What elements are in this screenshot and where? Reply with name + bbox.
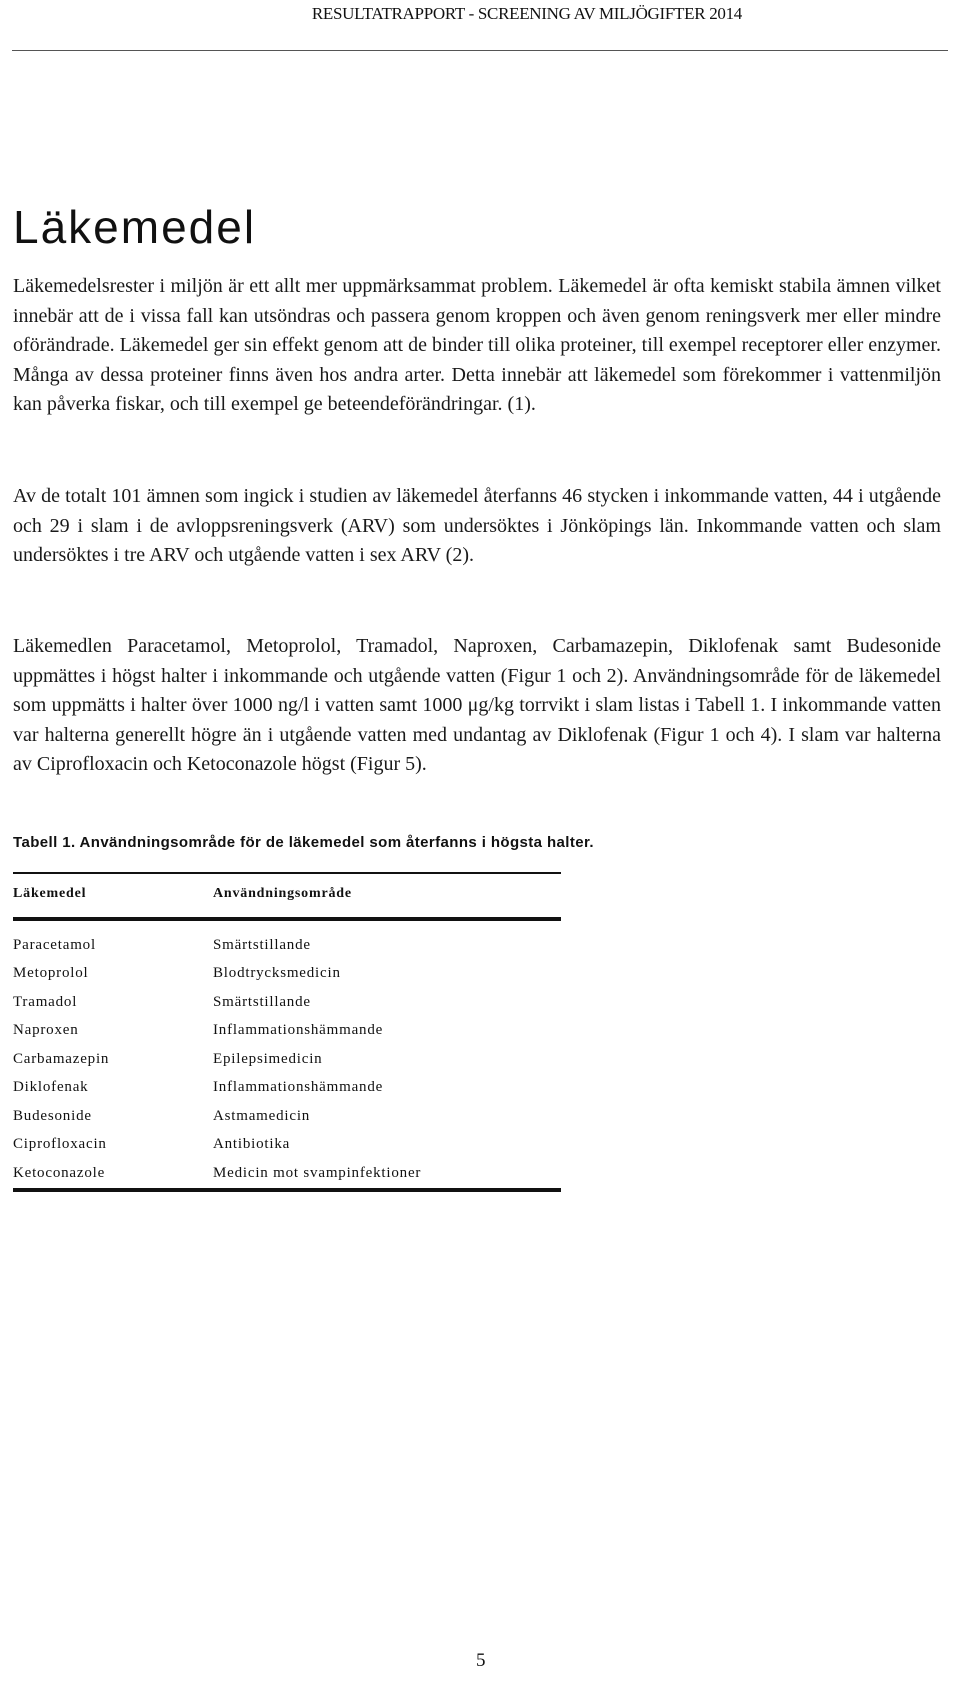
table-row [13,1102,561,1131]
table-row [13,1074,561,1103]
body-paragraph: Av de totalt 101 ämnen som ingick i studien av läkemedel återfanns 46 stycken i inkommande vatten, 44 i utgående och 29 i slam i de avloppsreningsverk (ARV) som undersöktes i Jönköpings län. Inkommande vatten och slam undersöktes i tre ARV och utgående vatten i sex ARV (2). [13,485,941,566]
drug-name: Ketoconazole [13,1164,106,1181]
drug-name: Tramadol [13,993,78,1010]
table-row [13,988,561,1017]
drug-usage: Blodtrycksmedicin [213,965,341,982]
column-header-drug: Läkemedel [13,886,87,901]
drug-usage: Inflammationshämmande [213,1022,384,1039]
table-bottom-rule [13,1188,561,1192]
table-row [13,1017,561,1046]
table-row [13,960,561,989]
drug-usage: Medicin mot svampinfektioner [213,1164,422,1181]
table-body [13,921,561,1188]
drug-usage: Epilepsimedicin [213,1050,323,1067]
table-row [13,931,561,960]
drug-name: Budesonide [13,1107,92,1124]
section-title: Läkemedel [13,201,257,253]
page-number: 5 [476,1650,486,1671]
drug-usage: Smärtstillande [213,936,311,953]
drug-name: Ciprofloxacin [13,1136,107,1153]
body-paragraph: Läkemedelsrester i miljön är ett allt mer uppmärksammat problem. Läkemedel är ofta kemiskt stabila ämnen vilket innebär att de i vissa fall kan utsöndras och passera genom kroppen och även genom reningsverk mer eller mindre oförändrade. Läkemedel ger sin effekt genom att de binder till olika proteiner, till exempel receptorer eller enzymer. Många av dessa proteiner finns även hos andra arter. Detta innebär att läkemedel som förekommer i vattenmiljön kan påverka fiskar, och till exempel ge beteendeförändringar. (1). [13,275,941,415]
table-caption: Tabell 1. Användningsområde för de läkemedel som återfanns i högsta halter. [13,834,594,851]
drug-usage: Antibiotika [213,1136,291,1153]
drug-usage: Astmamedicin [213,1107,311,1124]
table-row [13,1159,561,1188]
drug-name: Carbamazepin [13,1050,110,1067]
table-header-row [13,874,561,917]
drug-name: Metoprolol [13,965,89,982]
drug-name: Naproxen [13,1022,79,1039]
table-row [13,1045,561,1074]
column-header-usage: Användningsområde [213,886,352,901]
drug-name: Paracetamol [13,936,96,953]
drug-usage: Inflammationshämmande [213,1079,384,1096]
drug-usage-table [13,872,561,1192]
running-header: RESULTATRAPPORT - SCREENING AV MILJÖGIFTER 2014 [311,4,742,23]
drug-usage: Smärtstillande [213,993,311,1010]
drug-name: Diklofenak [13,1079,89,1096]
body-paragraph: Läkemedlen Paracetamol, Metoprolol, Tramadol, Naproxen, Carbamazepin, Diklofenak samt Budesonide uppmättes i högst halter i inkommande och utgående vatten (Figur 1 och 2). Användningsområde för de läkemedel som uppmätts i halter över 1000 ng/l i vatten samt 1000 μg/kg torrvikt i slam listas i Tabell 1. I inkommande vatten var halterna generellt högre än i utgående vatten med undantag av Diklofenak (Figur 1 och 4). I slam var halterna av Ciprofloxacin och Ketoconazole högst (Figur 5). [13,635,941,775]
header-divider [12,50,948,51]
table-row [13,1131,561,1160]
